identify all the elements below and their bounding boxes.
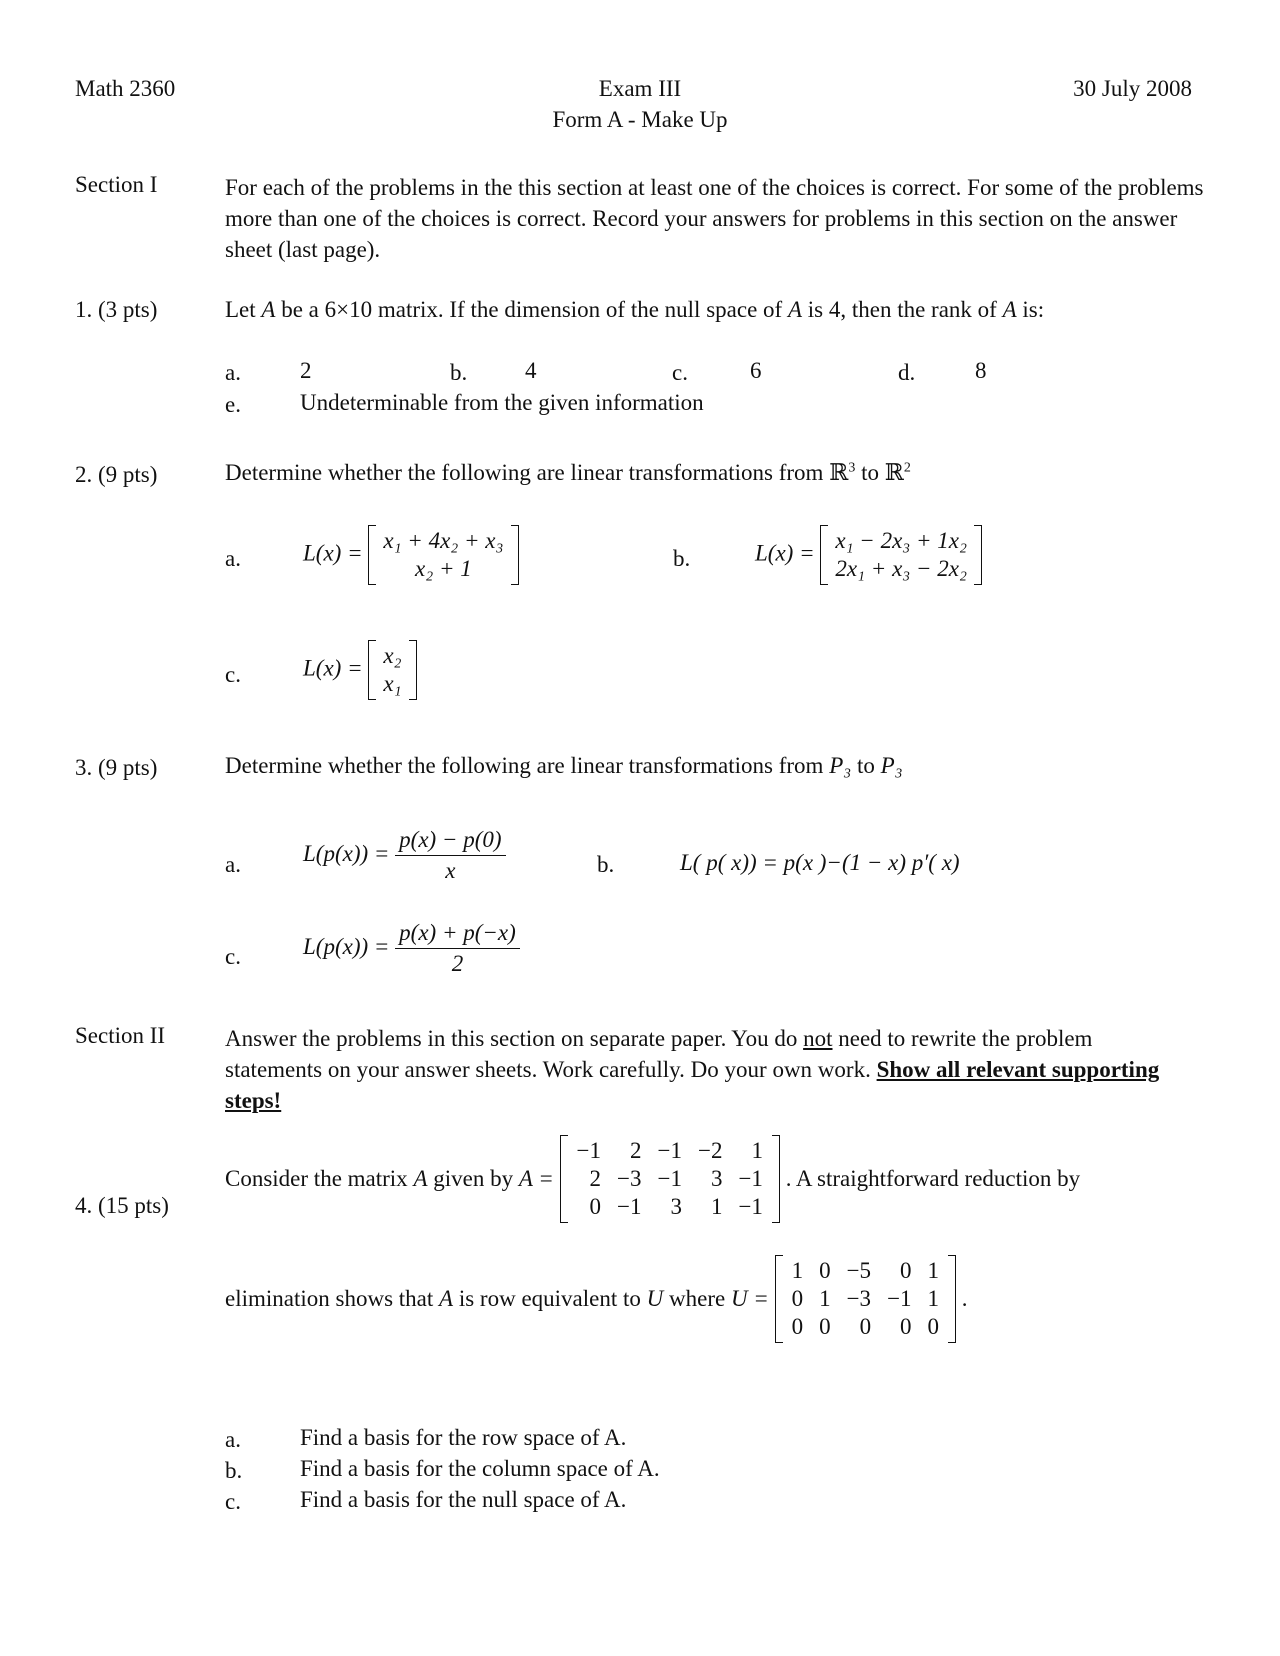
q4-elimination: elimination shows that A is row equivalent to U where U = 1 0 −5 0 1 0 1 −3 −1 1 0 0 0 0 0 . bbox=[225, 1255, 968, 1343]
q3c-expression: L(p(x)) = $\frac{p(x) + p(-x)}{2}$ bbox=[303, 920, 520, 977]
course-title: Math 2360 bbox=[75, 76, 176, 101]
matrix-u: 1 0 −5 0 1 0 1 −3 −1 1 0 0 0 0 0 bbox=[775, 1255, 956, 1343]
q4-part-text: Find a basis for the column space of A. bbox=[300, 1456, 660, 1481]
q1-choice-letter: d. bbox=[898, 360, 916, 385]
q2b-vector: x₁ − 2x₃ + 1x₂ 2x₁ + x₃ − 2x₂ bbox=[820, 525, 982, 585]
q1-choice-letter: b. bbox=[450, 360, 468, 385]
q3-label: 3. (9 pts) bbox=[75, 755, 158, 780]
q3a-expression: L(p(x)) = $\frac{p(x) - p(0)}{x}$ bbox=[303, 827, 506, 884]
section2-instructions: Answer the problems in this section on separate paper. You do not need to rewrite the problem statements on your answer sheets. Work carefully. Do your own work. Show all relevant supporting steps! bbox=[225, 1026, 1160, 1113]
q2a-letter: a. bbox=[225, 546, 241, 571]
q3c-fraction: $\frac{p(x) + p(-x)}{2}$ bbox=[395, 920, 520, 977]
q1-label: 1. (3 pts) bbox=[75, 297, 158, 322]
q2c-letter: c. bbox=[225, 662, 241, 687]
q3a-letter: a. bbox=[225, 852, 241, 877]
q2a-expression: L(x) = x₁ + 4x₂ + x₃ x₂ + 1 bbox=[303, 525, 519, 585]
q4-part-letter: b. bbox=[225, 1458, 243, 1483]
section1-instructions: For each of the problems in the this section at least one of the choices is correct. For some of the problems more than one of the choices is correct. Record your answers for problems in this section on the answer sheet (last page). bbox=[225, 175, 1204, 262]
q4-label: 4. (15 pts) bbox=[75, 1193, 169, 1218]
q3-stem: Determine whether the following are linear transformations from P₃ to P₃ bbox=[225, 753, 903, 778]
q1-choice-letter: e. bbox=[225, 392, 241, 417]
exam-date: 30 July 2008 bbox=[1073, 76, 1192, 101]
q2b-expression: L(x) = x₁ − 2x₃ + 1x₂ 2x₁ + x₃ − 2x₂ bbox=[755, 525, 982, 585]
q3b-letter: b. bbox=[597, 852, 615, 877]
q2c-vector: x₂ x₁ bbox=[368, 640, 416, 700]
q2c-expression: L(x) = x₂ x₁ bbox=[303, 640, 417, 700]
q2a-vector: x₁ + 4x₂ + x₃ x₂ + 1 bbox=[368, 525, 518, 585]
q1-choice-letter: a. bbox=[225, 360, 241, 385]
q1-choice-text: Undeterminable from the given information bbox=[300, 390, 704, 415]
q4-stem: Consider the matrix A given by A = −1 2 −1 −2 1 2 −3 −1 3 −1 0 −1 3 1 −1 . A straightforward reduction by bbox=[225, 1135, 1080, 1223]
q1-stem: Let A be a 6×10 matrix. If the dimension of the null space of A is 4, then the rank of A is: bbox=[225, 297, 1045, 322]
exam-title: Exam III bbox=[598, 76, 682, 101]
q3a-fraction: $\frac{p(x) - p(0)}{x}$ bbox=[395, 827, 505, 884]
matrix-a: −1 2 −1 −2 1 2 −3 −1 3 −1 0 −1 3 1 −1 bbox=[560, 1135, 780, 1223]
section2-label: Section II bbox=[75, 1023, 166, 1048]
q4-part-text: Find a basis for the row space of A. bbox=[300, 1425, 627, 1450]
q3b-expression: L( p( x)) = p(x )−(1 − x) p′( x) bbox=[680, 850, 960, 875]
q3c-letter: c. bbox=[225, 944, 241, 969]
q2-label: 2. (9 pts) bbox=[75, 462, 158, 487]
q2-stem: Determine whether the following are linear transformations from ℝ$^3$ to ℝ$^2$ bbox=[225, 460, 911, 486]
q1-choice-letter: c. bbox=[672, 360, 688, 385]
section1-label: Section I bbox=[75, 172, 158, 197]
q1-choice-text: 4 bbox=[525, 358, 537, 383]
q4-part-letter: a. bbox=[225, 1427, 241, 1452]
q2b-letter: b. bbox=[673, 546, 691, 571]
q1-choice-text: 2 bbox=[300, 358, 312, 383]
q4-part-text: Find a basis for the null space of A. bbox=[300, 1487, 627, 1512]
exam-form: Form A - Make Up bbox=[552, 107, 728, 132]
q1-choice-text: 8 bbox=[975, 358, 987, 383]
q4-part-letter: c. bbox=[225, 1489, 241, 1514]
q1-choice-text: 6 bbox=[750, 358, 762, 383]
